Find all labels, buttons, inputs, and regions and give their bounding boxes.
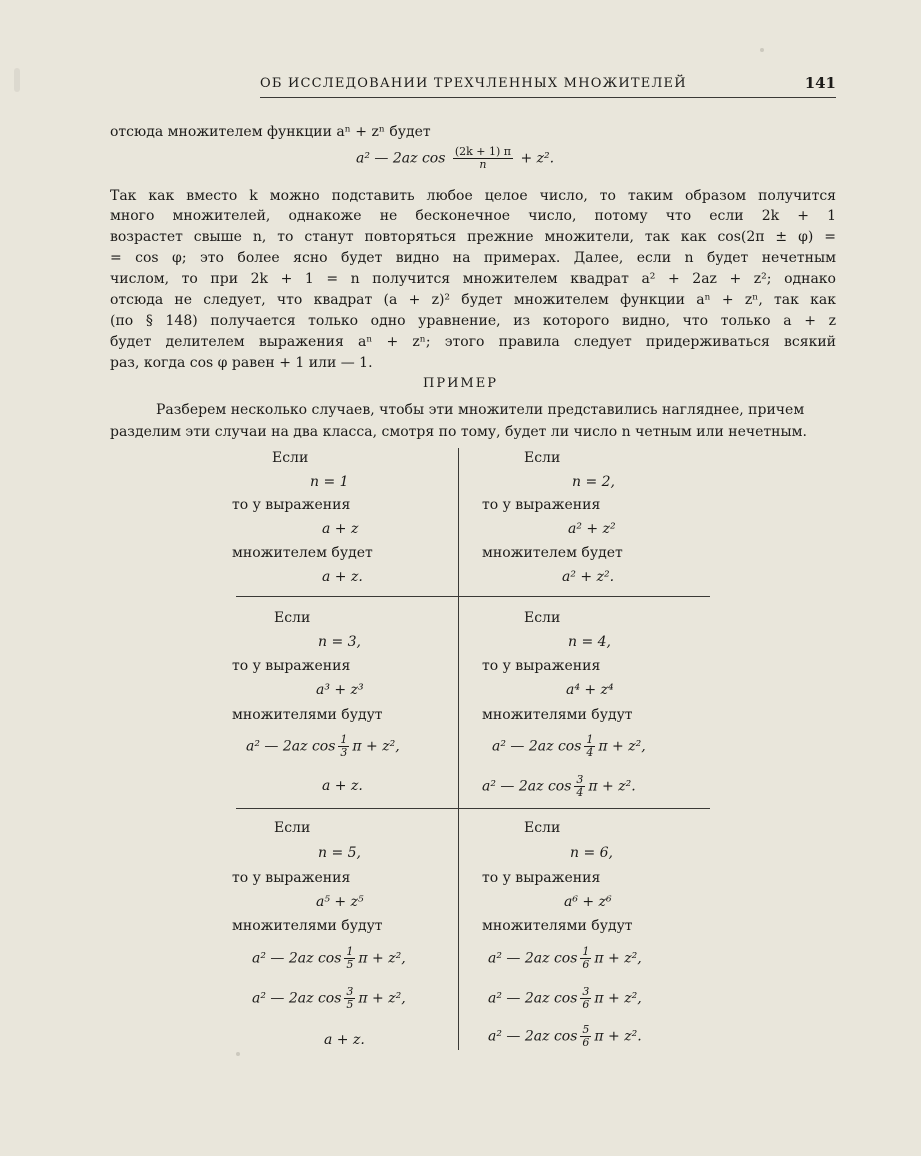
paragraph-line: числом, то при 2k + 1 = n получится множителем квадрат a² + 2az + z²; однако	[110, 271, 836, 287]
case-expr-label: то у выражения	[232, 870, 351, 886]
case-if: Если	[524, 820, 561, 836]
case-factor-label: множителем будет	[232, 545, 373, 561]
example-intro-line: разделим эти случаи на два класса, смотря по тому, будет ли число n четным или нечетным.	[110, 424, 807, 440]
case-factor	[488, 1024, 642, 1049]
running-header	[110, 74, 836, 98]
case-factor	[246, 734, 400, 759]
case-factor	[488, 986, 642, 1011]
factor-right: π + z²,	[594, 990, 642, 1007]
case-factor	[488, 946, 642, 971]
case-if: Если	[274, 610, 311, 626]
formula-left: a² — 2az cos	[356, 150, 446, 167]
general-factor-formula	[356, 146, 554, 171]
row-divider	[236, 596, 710, 597]
case-n-value: n = 2,	[572, 474, 616, 490]
factor-fraction	[580, 986, 591, 1011]
speck	[236, 1052, 240, 1056]
factor-right: π + z².	[588, 778, 636, 795]
factor-fraction	[580, 1024, 591, 1049]
factor-left: a² — 2az cos	[488, 950, 578, 967]
case-expr-label: то у выражения	[232, 497, 351, 513]
fraction-denominator: 5	[346, 958, 354, 972]
fraction-numerator: 1	[346, 945, 354, 958]
case-factor-label: множителем будет	[482, 545, 623, 561]
factor-right: π + z²,	[352, 738, 400, 755]
paragraph-line: Так как вместо k можно подставить любое целое число, то таким образом получится	[110, 188, 836, 204]
case-factor: a + z.	[322, 569, 363, 585]
speck	[760, 48, 764, 52]
case-n-value: n = 1	[310, 474, 349, 490]
factor-left: a² — 2az cos	[482, 778, 572, 795]
case-expr: a³ + z³	[316, 682, 364, 698]
factor-right: π + z²,	[358, 950, 406, 967]
fraction-numerator: 1	[340, 733, 348, 746]
factor-fraction	[580, 946, 591, 971]
header-rule	[260, 97, 836, 98]
case-factor	[482, 774, 636, 799]
fraction-denominator: 6	[582, 998, 590, 1012]
factor-right: π + z²,	[594, 950, 642, 967]
case-n-value: n = 5,	[318, 845, 362, 861]
case-if: Если	[272, 450, 309, 466]
case-if: Если	[274, 820, 311, 836]
paragraph-line: много множителей, однакоже не бесконечное число, потому что если 2k + 1	[110, 208, 836, 224]
factor-left: a² — 2az cos	[252, 990, 342, 1007]
factor-fraction	[574, 774, 585, 799]
case-factor-label: множителями будут	[232, 918, 383, 934]
factor-left: a² — 2az cos	[492, 738, 582, 755]
case-expr: a² + z²	[568, 521, 616, 537]
factor-right: π + z²,	[358, 990, 406, 1007]
fraction-denominator: 6	[582, 1036, 590, 1050]
row-divider	[236, 808, 710, 809]
case-n-value: n = 4,	[568, 634, 612, 650]
factor-fraction	[338, 734, 349, 759]
example-heading: ПРИМЕР	[423, 376, 498, 391]
case-factor-label: множителями будут	[482, 918, 633, 934]
formula-right: + z².	[520, 150, 555, 167]
paragraph-line: будет делителем выражения aⁿ + zⁿ; этого правила следует придерживаться всякий	[110, 334, 836, 350]
case-factor-label: множителями будут	[482, 707, 633, 723]
factor-right: π + z².	[594, 1028, 642, 1045]
factor-left: a² — 2az cos	[488, 990, 578, 1007]
formula-fraction	[453, 146, 513, 171]
fraction-denominator: 5	[346, 998, 354, 1012]
fraction-numerator: 3	[576, 773, 584, 786]
fraction-numerator: 5	[582, 1023, 590, 1036]
factor-right: π + z²,	[598, 738, 646, 755]
case-if: Если	[524, 610, 561, 626]
paragraph-line: возрастет свыше n, то станут повторяться прежние множители, так как cos(2π ± φ) =	[110, 229, 836, 245]
factor-fraction	[344, 986, 355, 1011]
case-factor-label: множителями будут	[232, 707, 383, 723]
header-title: ОБ ИССЛЕДОВАНИИ ТРЕХЧЛЕННЫХ МНОЖИТЕЛЕЙ	[260, 76, 687, 91]
intro-line: отсюда множителем функции aⁿ + zⁿ будет	[110, 124, 431, 140]
case-factor: a + z.	[324, 1032, 365, 1048]
page-number: 141	[804, 74, 836, 92]
factor-left: a² — 2az cos	[252, 950, 342, 967]
case-factor	[252, 986, 406, 1011]
formula-denominator: n	[479, 158, 487, 172]
case-expr-label: то у выражения	[482, 658, 601, 674]
case-factor	[492, 734, 646, 759]
case-expr: a⁴ + z⁴	[566, 682, 614, 698]
factor-left: a² — 2az cos	[488, 1028, 578, 1045]
fraction-denominator: 6	[582, 958, 590, 972]
factor-left: a² — 2az cos	[246, 738, 336, 755]
case-n-value: n = 3,	[318, 634, 362, 650]
case-factor: a² + z².	[562, 569, 615, 585]
case-expr: a + z	[322, 521, 359, 537]
case-expr: a⁶ + z⁶	[564, 894, 612, 910]
paragraph-line: отсюда не следует, что квадрат (a + z)² будет множителем функции aⁿ + zⁿ, так как	[110, 292, 836, 308]
column-divider	[458, 448, 459, 1050]
case-expr: a⁵ + z⁵	[316, 894, 364, 910]
fraction-numerator: 3	[582, 985, 590, 998]
case-n-value: n = 6,	[570, 845, 614, 861]
case-factor	[252, 946, 406, 971]
fraction-denominator: 4	[586, 746, 594, 760]
fraction-numerator: 3	[346, 985, 354, 998]
paragraph-line: (по § 148) получается только одно уравнение, из которого видно, что только a + z	[110, 313, 836, 329]
example-intro-line: Разберем несколько случаев, чтобы эти множители представились нагляднее, причем	[156, 402, 805, 418]
formula-numerator: (2k + 1) π	[454, 145, 512, 158]
factor-fraction	[344, 946, 355, 971]
fraction-denominator: 4	[576, 786, 584, 800]
paragraph-line: = cos φ; это более ясно будет видно на примерах. Далее, если n будет нечетным	[110, 250, 836, 266]
factor-fraction	[584, 734, 595, 759]
case-expr-label: то у выражения	[232, 658, 351, 674]
case-factor: a + z.	[322, 778, 363, 794]
case-if: Если	[524, 450, 561, 466]
paragraph-line: раз, когда cos φ равен + 1 или — 1.	[110, 355, 373, 371]
case-expr-label: то у выражения	[482, 870, 601, 886]
fraction-denominator: 3	[340, 746, 348, 760]
fraction-numerator: 1	[586, 733, 594, 746]
fraction-numerator: 1	[582, 945, 590, 958]
speck	[14, 68, 20, 92]
case-expr-label: то у выражения	[482, 497, 601, 513]
